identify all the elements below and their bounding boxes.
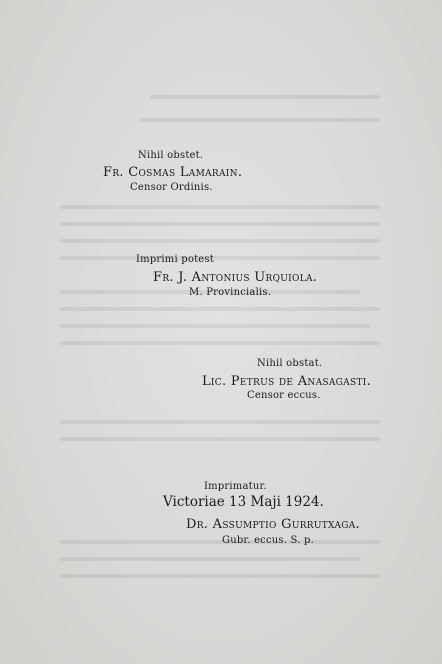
provincial-name: Fr. J. Antonius Urquiola. xyxy=(153,270,318,285)
imprimatur-heading: Imprimatur. xyxy=(204,481,267,492)
nihil-obstet-heading: Nihil obstet. xyxy=(138,150,204,161)
provincial-title: M. Provincialis. xyxy=(189,287,272,298)
nihil-obstat-heading: Nihil obstat. xyxy=(257,358,323,369)
imprimatur-date: Victoriae 13 Maji 1924. xyxy=(163,494,324,510)
imprimi-potest-heading: Imprimi potest xyxy=(136,254,214,265)
censor-ordinis-title: Censor Ordinis. xyxy=(130,182,213,193)
censor-eccus-name: Lic. Petrus de Anasagasti. xyxy=(202,374,372,389)
censor-ordinis-name: Fr. Cosmas Lamarain. xyxy=(103,165,243,180)
governor-title: Gubr. eccus. S. p. xyxy=(222,535,314,546)
governor-name: Dr. Assumptio Gurrutxaga. xyxy=(186,517,360,532)
censor-eccus-title: Censor eccus. xyxy=(247,390,321,401)
